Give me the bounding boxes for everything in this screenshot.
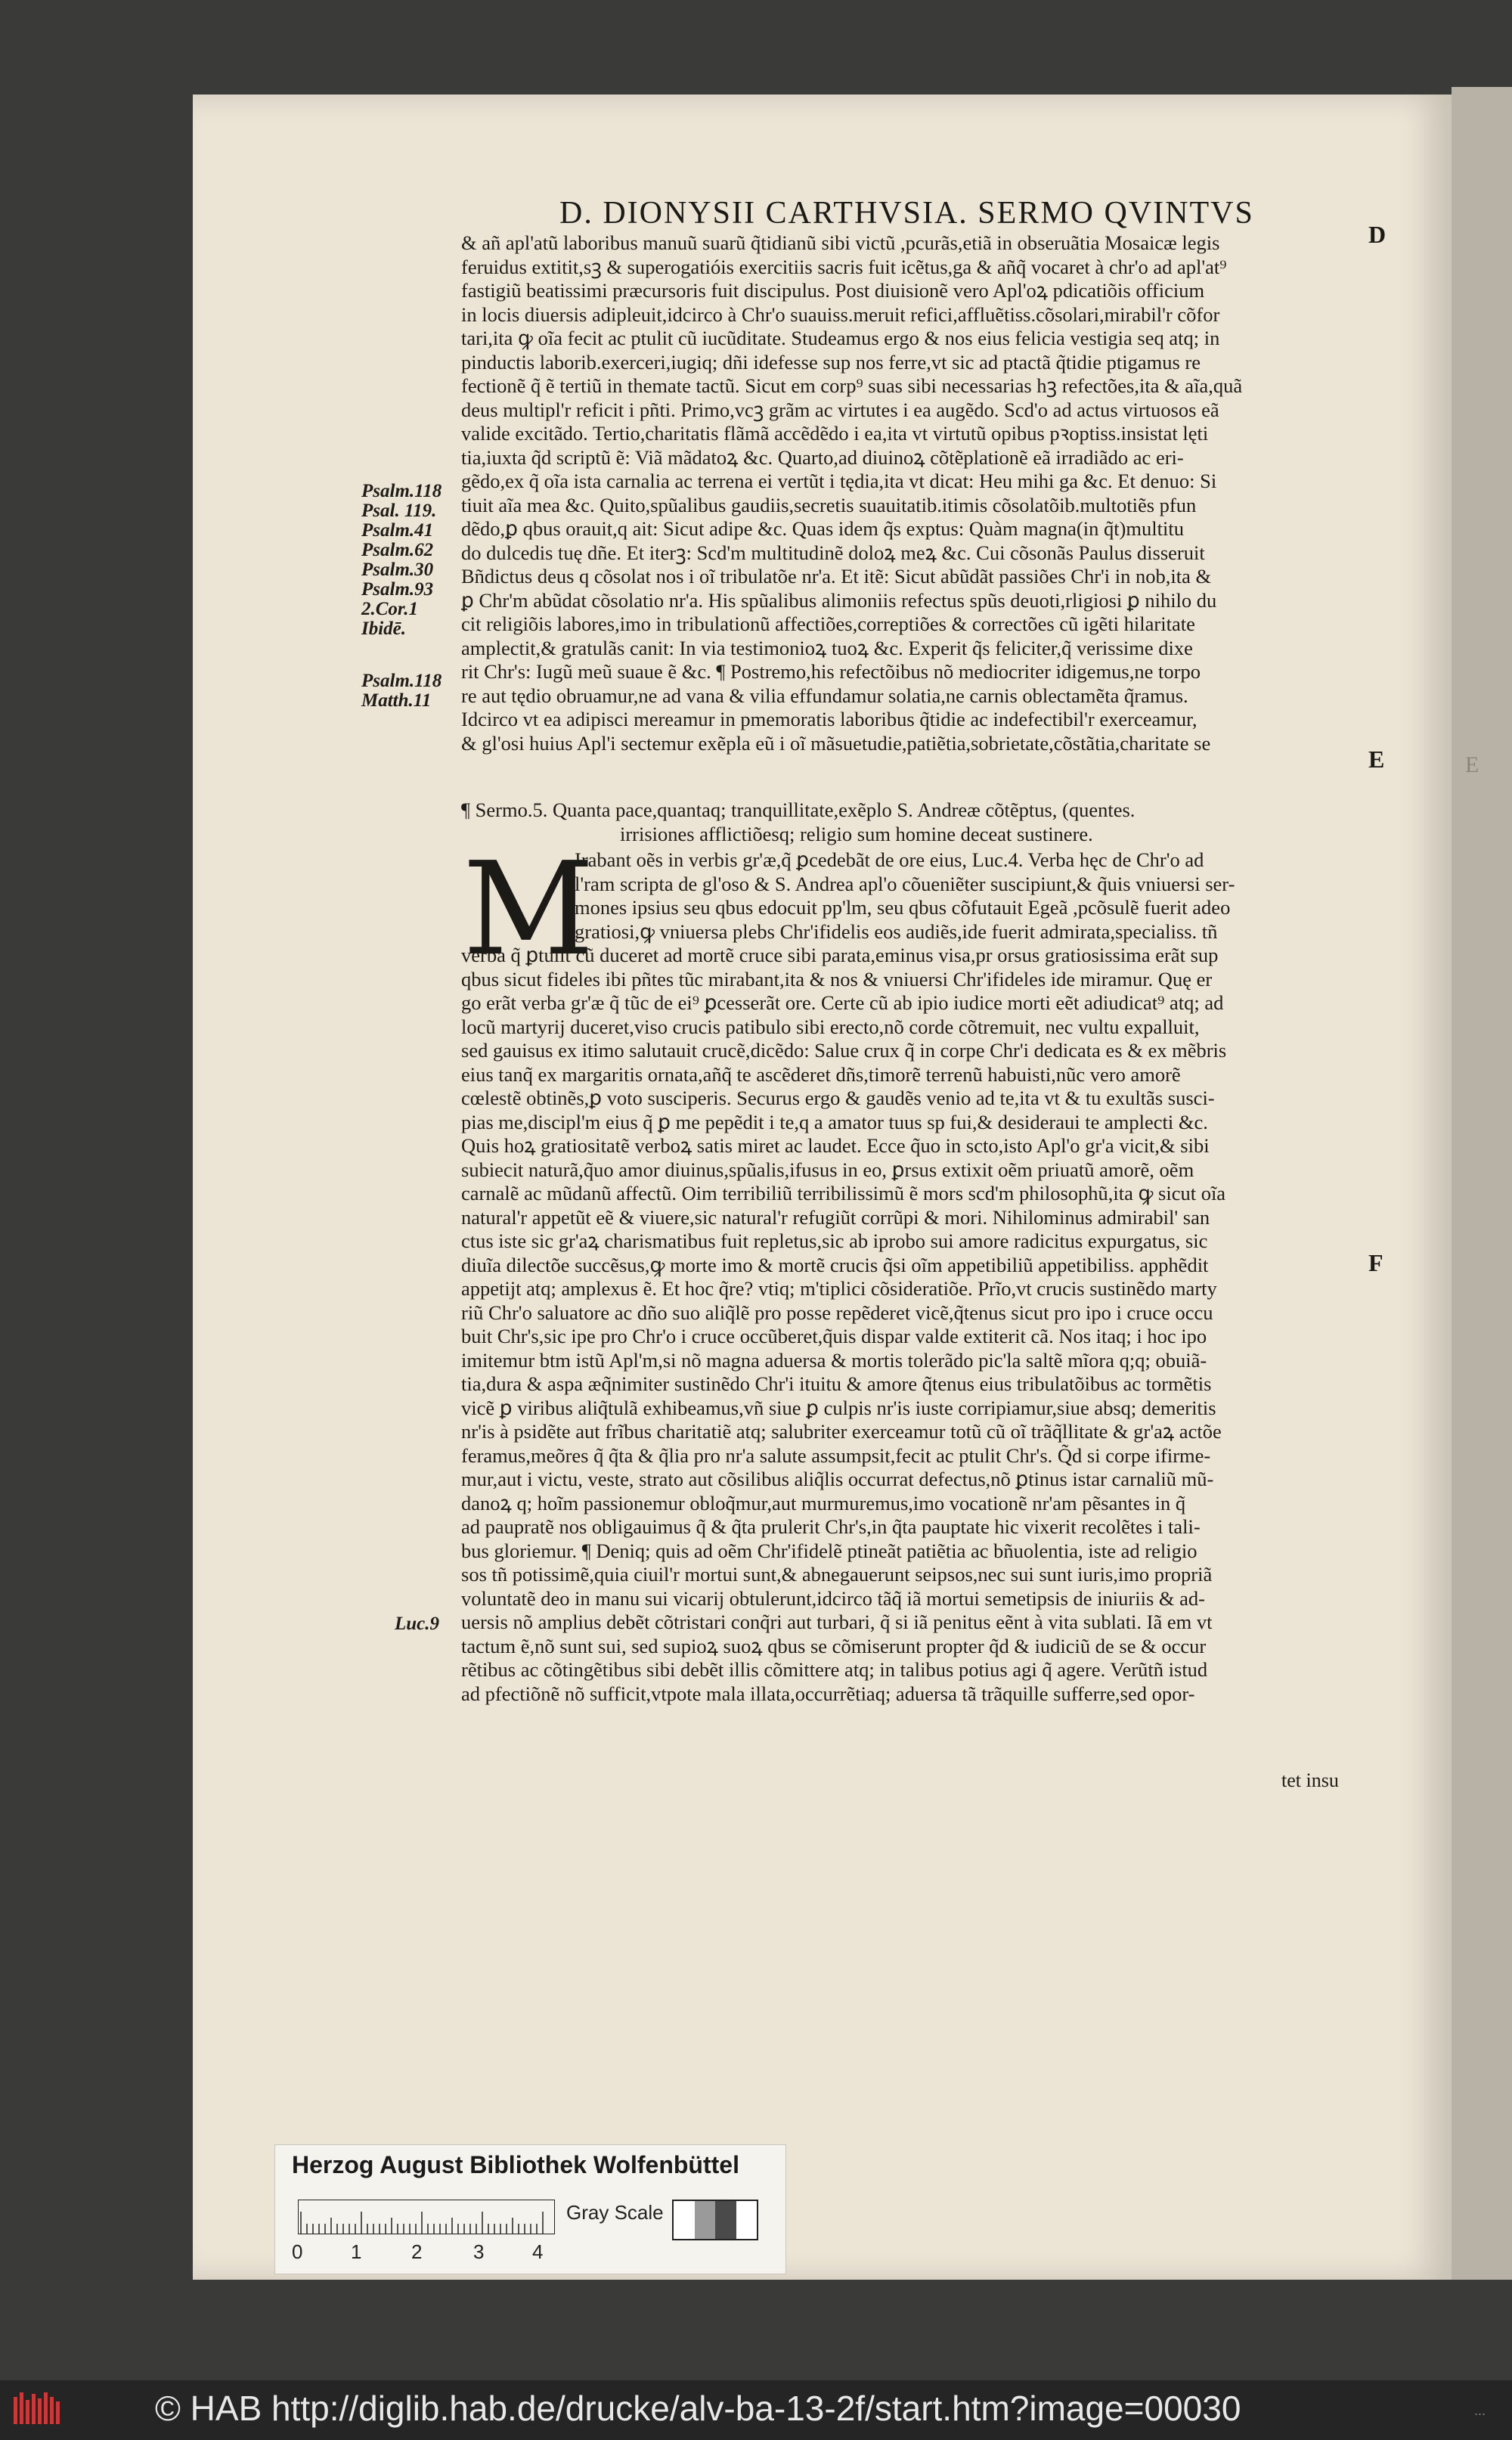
ruler-number: 1 (351, 2240, 362, 2263)
text-line: tia,dura & aspa æq̃nimiter sustinẽdo Chr'i ituitu & amore q̃tenus eius tribulatõibus ac tormẽtis (461, 1372, 1212, 1395)
sermon-title (461, 798, 1361, 846)
text-line: l'ram scripta de gl'oso & S. Andrea apl'o cõueniẽter suscipiunt,& q̃uis vniuersi ser- (575, 872, 1235, 895)
text-line: cit religiõis labores,imo in tribulationũ affectiões,correptiões & correctões cũ igẽti hilaritate (461, 612, 1195, 635)
section-letter-f: F (1368, 1249, 1383, 1276)
text-line: buit Chr's,sic ipe pro Chr'o i cruce occũberet,q̃uis dispar valde extiterit cã. Nos itaq; i hoc ipo (461, 1325, 1207, 1347)
text-line: pinductis laborib.exerceri,iugiq; dñi idefesse sup nos ferre,vt sic ad ptactã q̃tidie ptigamus re (461, 350, 1201, 374)
text-line: riũ Chr'o saluatore ac dño suo aliq̃lẽ pro posse repẽderet vicẽ,q̃tenus sicut pro ipo i cruce occu (461, 1301, 1213, 1324)
text-line: in locis diuersis adipleuit,idcirco à Chr'o suauiss.meruit refici,affluẽtiss.cõsolari,mirabil'r cõfor (461, 302, 1220, 326)
text-line: diuĩa dilectõe succẽsus,ꝙ morte imo & mortẽ crucis q̃si oĩm appetibiliũ appetibiliss. apphẽdit (461, 1253, 1209, 1276)
text-line: fastigiũ beatissimi præcursoris fuit discipulus. Post diuisionẽ vero Apl'oꝝ pdicatiõis officium (461, 279, 1205, 302)
margin-notes-group-1 (361, 482, 460, 639)
gray-scale-label: Gray Scale (566, 2201, 664, 2224)
text-line: Quis hoꝝ gratiositatẽ verboꝝ satis miret ac laudet. Ecce q̃uo in scto,isto Apl'o gr'a vicit,& sibi (461, 1134, 1210, 1157)
text-line: sos tñ potissimẽ,quia ciuil'r mortui sunt,& abnegauerunt seipsos,nec sui sunt iuris,imo propriã (461, 1563, 1213, 1586)
text-line: tactum ẽ,nõ sunt sui, sed supioꝝ suoꝝ qbus se cõmiserunt propter q̃d & iudiciũ de se & occur (461, 1634, 1207, 1657)
text-line: pias me,discipl'm eius q̃ ꝑ me pepẽdit i te,q a amator tuus sp fui,& desideraui te amplecti &c. (461, 1110, 1208, 1133)
text-line: go erãt verba gr'æ q̃ tũc de ei⁹ ꝑcesserãt ore. Certe cũ ab ipio iudice morti eẽt adiudicat⁹ atq; ad (461, 991, 1224, 1014)
ruler-icon (298, 2200, 555, 2234)
sermon-title-line: irrisiones afflictiõesq; religio sum homine deceat sustinere. (620, 822, 1093, 845)
margin-note: Psalm.30 (361, 560, 434, 580)
margin-note: Matth.11 (361, 690, 432, 711)
text-line: eius tanq̃ ex margaritis ornata,añq̃ te ascẽderet dñs,timorẽ terrenũ habuisti,nũc vero amorẽ (461, 1062, 1181, 1086)
text-line: imitemur btm istũ Apl'm,si nõ magna aduersa & mortis tolerãdo pic'la saltẽ mĩora q;q; obuiã- (461, 1348, 1207, 1372)
footer-url[interactable]: © HAB http://diglib.hab.de/drucke/alv-ba-13-2f/start.htm?image=00030 (155, 2389, 1241, 2428)
text-line: gẽdo,ex q̃ oĩa ista carnalia ac terrena ei vertũt i tędia,ita vt dicat: Heu mihi ga &c. Et denuo: Si (461, 470, 1217, 492)
text-line: nr'is à psidẽte aut frĩbus charitatiẽ atq; salubriter exerceamur totũ cũ oĩ trãq̃llitate & gr'aꝝ actõe (461, 1420, 1222, 1443)
text-line: re aut tędio obruamur,ne ad vana & vilia effundamur solatia,ne carnis oblectamẽta q̃ramus. (461, 684, 1188, 707)
margin-note: Ibidē. (361, 619, 407, 639)
ruler-number: 4 (532, 2240, 544, 2263)
text-line: subiecit naturã,q̃uo amor diuinus,spũalis,ifusus in eo, ꝑrsus extixit oẽm priuatũ amorẽ, oẽm (461, 1158, 1194, 1181)
text-line: carnalẽ ac mũdanũ affectũ. Oim terribiliũ terribilissimũ ẽ mors scd'm philosophũ,ita ꝙ sicut oĩa (461, 1182, 1226, 1204)
text-line: rẽtibus ac cõtingẽtibus sibi debẽt illis cõmittere atq; in talibus potius agi q̃ agere. Verũtñ istud (461, 1658, 1208, 1681)
library-color-card (274, 2144, 786, 2274)
ruler-number: 3 (473, 2240, 485, 2263)
text-line: & gl'osi huius Apl'i sectemur exẽpla eũ i oĩ mãsuetudie,patiẽtia,sobrietate,cõstãtia,charitate se (461, 731, 1211, 755)
text-line: ꝑ Chr'm abũdat cõsolatio nr'a. His spũalibus alimoniis refectus spũs deuoti,rligiosi ꝑ nihilo du (461, 588, 1217, 612)
text-line: do dulcedis tuę dñe. Et iterꝫ: Scd'm multitudinẽ doloꝝ meꝝ &c. Cui cõsonãs Paulus disseruit (461, 541, 1205, 564)
ruler-number: 0 (292, 2240, 303, 2263)
text-line: voluntatẽ deo in manu sui vicarij obtulerunt,idcirco tãq̃ iã mortui semetipsis de iniuriis & ad- (461, 1586, 1205, 1610)
section-letter-d: D (1368, 221, 1387, 248)
text-line: cœlestẽ obtinẽs,ꝑ voto susciperis. Securus ergo & gaudẽs venio ad te,ita vt & tu exultãs susci- (461, 1087, 1215, 1109)
text-block-2 (461, 835, 1361, 1706)
text-line: mones ipsius seu qbus edocuit pp'lm, seu qbus cõfutauit Egeã ,pcõsulẽ fuerit adeo (575, 896, 1231, 919)
margin-note: Psalm.41 (361, 520, 434, 541)
text-line: natural'r appetũt eẽ & viuere,sic natural'r refugiũt corrũpi & mori. Nihilominus admirabil' san (461, 1205, 1210, 1229)
text-line: rit Chr's: Iugũ meũ suaue ẽ &c. ¶ Postremo,his refectõibus nõ mediocriter idigemus,ne torpo (461, 660, 1201, 683)
margin-note: 2.Cor.1 (361, 599, 419, 619)
margin-note: Psalm.93 (361, 579, 434, 600)
library-name: Herzog August Bibliothek Wolfenbüttel (292, 2151, 739, 2178)
running-header: D. DIONYSII CARTHVSIA. SERMO QVINTVS (559, 196, 1254, 231)
text-line: tia,iuxta q̃d scriptũ ẽ: Viã mãdatoꝝ &c. Quarto,ad diuinoꝝ cõtẽplationẽ eã irradiãdo ac eri- (461, 445, 1184, 469)
margin-note: Psalm.118 (361, 481, 442, 501)
text-line: amplectit,& gratulãs canit: In via testimonioꝝ tuoꝝ &c. Experit q̃s feliciter,q̃ verissime dixe (461, 636, 1193, 659)
footer-bar (0, 2380, 1512, 2440)
text-block-1 (461, 231, 1361, 755)
text-line: ad pfectiõnẽ nõ sufficit,vtpote mala illata,occurrẽtiaq; aduersa tã trãquille sufferre,sed opor- (461, 1682, 1195, 1705)
gray-scale-swatch (672, 2200, 758, 2240)
text-line: sed gauisus ex itimo salutauit crucẽ,dicẽdo: Salue crux q̃ in corpe Chr'i dedicata es & ex mẽbris (461, 1039, 1227, 1062)
text-line: dẽdo,ꝑ qbus orauit,q ait: Sicut adipe &c. Quas idem q̃s exptus: Quàm magna(in q̃t)multitu (461, 517, 1184, 540)
sermon-title-line: ¶ Sermo.5. Quanta pace,quantaq; tranquillitate,exẽplo S. Andreæ cõtẽptus, (quentes. (461, 798, 1136, 821)
text-line: Bñdictus deus q cõsolat nos i oĩ tribulatõe nr'a. Et itẽ: Sicut abũdãt passiões Chr'i in nob,ita & (461, 565, 1212, 588)
text-line: danoꝝ q; hoĩm passionemur obloq̃mur,aut murmuremus,imo vocationẽ nr'am pẽsantes in q̃ (461, 1491, 1186, 1515)
text-line: Idcirco vt ea adipisci mereamur in pmemoratis laboribus q̃tidie ac indefectibil'r exerceamur, (461, 708, 1198, 730)
text-line: Irabant oẽs in verbis gr'æ,q̃ ꝑcedebãt de ore eius, Luc.4. Verba hęc de Chr'o ad (575, 848, 1204, 871)
text-line: vicẽ ꝑ viribus aliq̃tulã exhibeamus,vñ siue ꝑ culpis nr'is iuste corripiamur,siue absq; demeritis (461, 1396, 1216, 1419)
text-line: valide excitãdo. Tertio,charitatis flãmã accẽdẽdo i ea,ita vt virtutũ opibus pꝛoptiss.insistat lęti (461, 422, 1209, 445)
hab-logo-icon (12, 2389, 65, 2432)
text-line: feruidus extitit,sꝫ & superogatióis exercitiis sacris fuit icẽtus,ga & añq̃ vocaret à chr'o ad apl'at⁹ (461, 255, 1227, 278)
text-line: deus multipl'r reficit i pñti. Primo,vcꝫ grãm ac virtutes i ea augẽdo. Scd'o ad actus virtuosos eã (461, 398, 1219, 421)
text-line: fectionẽ q̃ ẽ tertiũ in themate tactũ. Sicut em corp⁹ suas sibi necessarias hꝫ refectões,ita & aĩa,quã (461, 374, 1243, 397)
text-line: appetijt atq; amplexus ẽ. Et hoc q̃re? vtiq; m'tiplici cõsideratiõe. Prĩo,vt crucis sustinẽdo marty (461, 1277, 1217, 1300)
footer-dots: ... (1474, 2403, 1486, 2418)
ruler-number: 2 (411, 2240, 423, 2263)
section-letter-e: E (1368, 746, 1385, 773)
margin-note: Psal. 119. (361, 501, 437, 521)
text-line: gratiosi,ꝙ vniuersa plebs Chr'ifidelis eos audiẽs,ide fuerit admirata,specialiss. tñ (575, 919, 1218, 943)
text-line: qbus sicut fideles ibi pñtes tũc mirabant,ita & nos & vniuersi Chr'ifideles ide miramur. Quę er (461, 967, 1213, 991)
text-line: & añ apl'atũ laboribus manuũ suarũ q̃tidianũ sibi victũ ,pcurãs,etiã in obseruãtia Mosaicæ legis (461, 231, 1220, 254)
text-line: bus gloriemur. ¶ Deniq; quis ad oẽm Chr'ifidelẽ ptineãt patiẽtia ac bñuolentia, iste ad religio (461, 1539, 1198, 1562)
text-line: uersis nõ amplius debẽt cõtristari conq̃ri aut turbari, q̃ si iã penitus eẽnt à vita sublati. Iã em vt (461, 1611, 1213, 1633)
edge-letter: E (1465, 752, 1479, 777)
margin-note-luc: Luc.9 (395, 1614, 440, 1634)
text-line: feramus,meõres q̃ q̃ta & q̃lia pro nr'a salute assumpsit,fecit ac ptulit Chr's. Q̃d si corpe ifirme- (461, 1443, 1211, 1467)
text-line: tari,ita ꝙ oĩa fecit ac ptulit cũ iucũditate. Studeamus ergo & nos eius felicia vestigia seq atq; in (461, 327, 1220, 349)
margin-notes-group-2 (361, 671, 460, 711)
catchword: tet insu (1281, 1769, 1339, 1791)
margin-note: Psalm.62 (361, 540, 434, 560)
drop-cap: M (463, 835, 595, 984)
text-line: tiuit aĩa mea &c. Quito,spũalibus gaudiis,secretis suauitatib.itimis cõsolatõib.multotiẽs pfun (461, 493, 1197, 516)
text-line: ad paupratẽ nos obligauimus q̃ & q̃ta prulerit Chr's,in q̃ta pauptate hic vixerit recolẽtes i tali- (461, 1515, 1201, 1538)
text-line: verba q̃ ꝑtulit cũ duceret ad mortẽ cruce sibi parata,eminus visa,pr orsus gratiosissima erãt sup (461, 944, 1219, 966)
text-line: ctus iste sic gr'aꝝ charismatibus fuit repletus,sic ab iprobo sui amore radicitus expurgatus, sic (461, 1229, 1208, 1252)
margin-note: Psalm.118 (361, 671, 442, 691)
text-line: mur,aut i victu, veste, strato aut cõsilibus aliq̃lis occurrat defectus,nõ ꝑtinus istar carnaliũ mũ- (461, 1468, 1214, 1490)
next-page-edge (1452, 87, 1512, 2280)
text-line: locũ martyrij duceret,viso crucis patibulo sibi erecto,nõ corde cõtremuit, nec vultu expalluit, (461, 1015, 1200, 1038)
